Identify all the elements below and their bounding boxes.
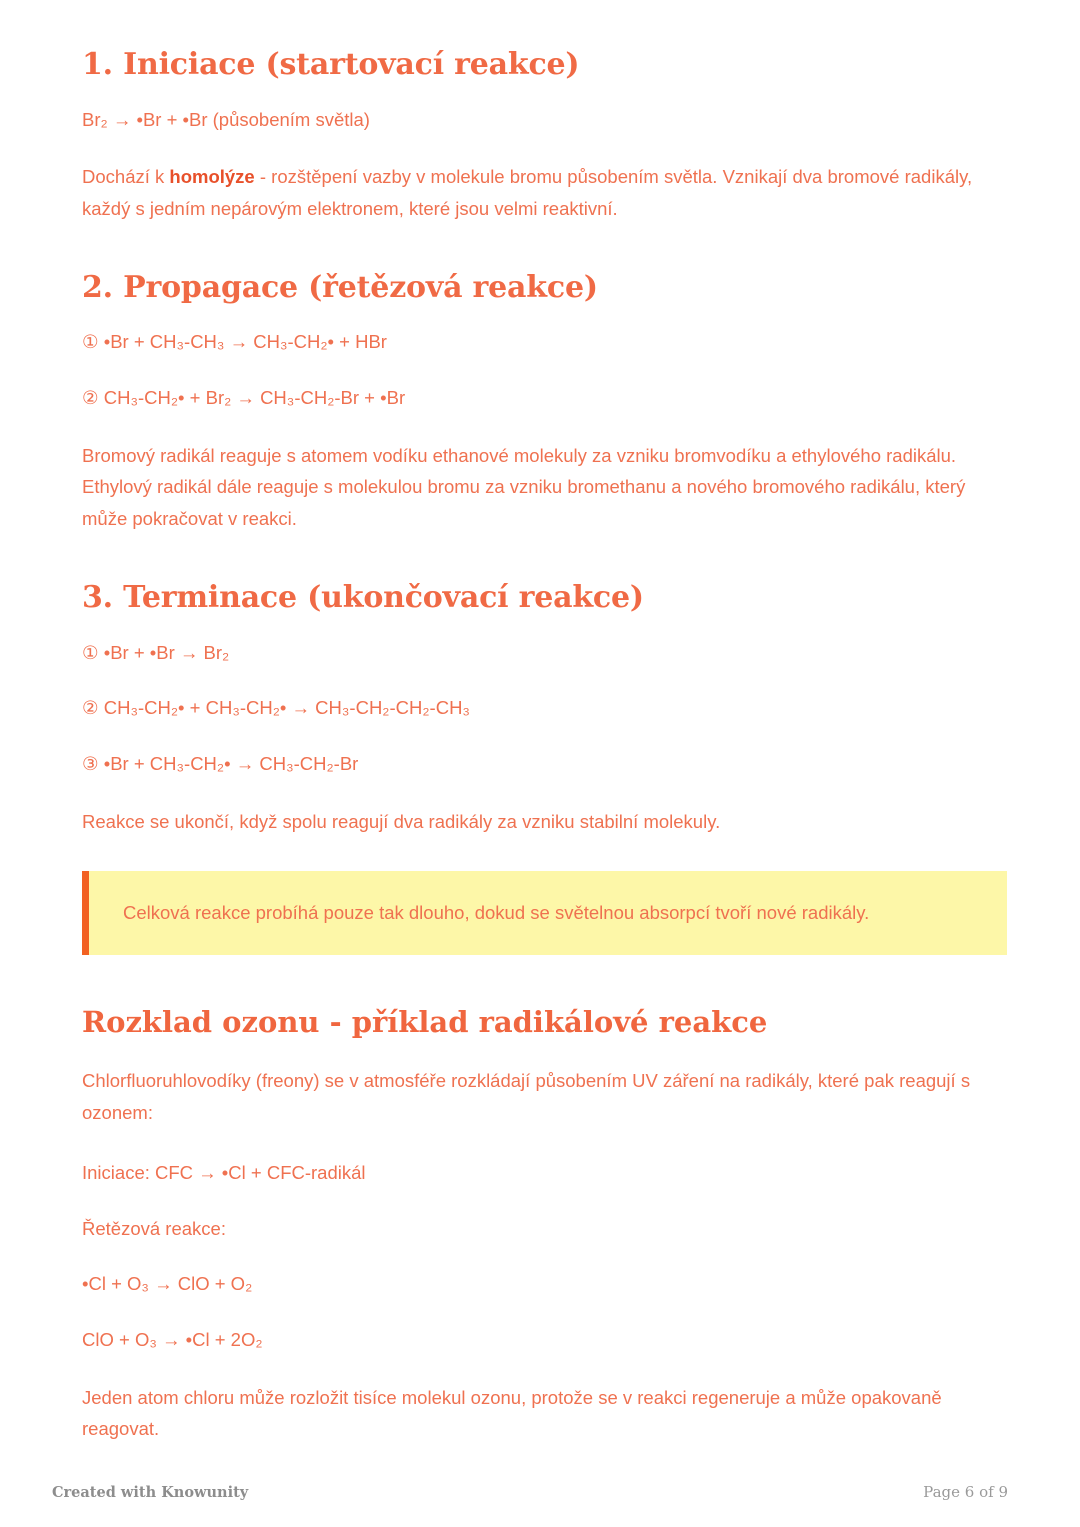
section-title-iniciace: 1. Iniciace (startovací reakce) [82,47,580,82]
section-title-propagace: 2. Propagace (řetězová reakce) [82,269,598,305]
equation-ozon-iniciace: Iniciace: CFC → •Cl + CFC-radikál [82,1161,366,1183]
equation-iniciace-1: Br₂ → •Br + •Br (působením světla) [82,108,370,130]
paragraph-propagace: Bromový radikál reaguje s atomem vodíku ethanové molekuly za vzniku bromvodíku a ethylového radikálu. Ethylový radikál dále reaguje s molekulou bromu za vzniku bromethanu a nového bromového radikálu, který může pokračovat v reakci. [82,444,966,530]
paragraph-iniciace-pre: Dochází k [82,166,170,188]
equation-terminace-2: ② CH₃-CH₂• + CH₃-CH₂• → CH₃-CH₂-CH₂-CH₃ [82,697,470,719]
paragraph-iniciace [82,161,1004,225]
equation-propagace-1: ① •Br + CH₃-CH₃ → CH₃-CH₂• + HBr [82,331,387,353]
footer-brand: Created with Knowunity [52,1484,249,1501]
equation-terminace-1: ① •Br + •Br → Br₂ [82,641,230,663]
footer-page-number: Page 6 of 9 [923,1483,1008,1501]
label-retezova-reakce: Řetězová reakce: [82,1217,226,1239]
page-footer [0,1483,1080,1501]
callout-box [82,871,1007,955]
equation-terminace-3: ③ •Br + CH₃-CH₂• → CH₃-CH₂-Br [82,752,359,774]
paragraph-terminace: Reakce se ukončí, když spolu reagují dva radikály za vzniku stabilní molekuly. [82,810,721,832]
section-title-terminace: 3. Terminace (ukončovací reakce) [82,580,644,616]
paragraph-ozon-zaver: Jeden atom chloru může rozložit tisíce molekul ozonu, protože se v reakci regeneruje a může opakovaně reagovat. [82,1386,942,1440]
paragraph-iniciace-bold: homolýze [169,166,255,188]
paragraph-ozon-intro: Chlorfluoruhlovodíky (freony) se v atmosféře rozkládají působením UV záření na radikály, které pak reagují s ozonem: [82,1070,971,1124]
paragraph-iniciace-post: - rozštěpení vazby v molekule bromu působením světla. Vznikají dva bromové radikály, každý s jedním nepárovým elektronem, které jsou velmi reaktivní. [82,166,973,219]
callout-text: Celková reakce probíhá pouze tak dlouho, dokud se světelnou absorpcí tvoří nové radikály. [123,902,870,924]
equation-propagace-2: ② CH₃-CH₂• + Br₂ → CH₃-CH₂-Br + •Br [82,386,406,408]
section-title-ozon: Rozklad ozonu - příklad radikálové reakce [82,1005,768,1040]
equation-ozon-1: •Cl + O₃ → ClO + O₂ [82,1273,253,1295]
equation-ozon-2: ClO + O₃ → •Cl + 2O₂ [82,1328,263,1350]
